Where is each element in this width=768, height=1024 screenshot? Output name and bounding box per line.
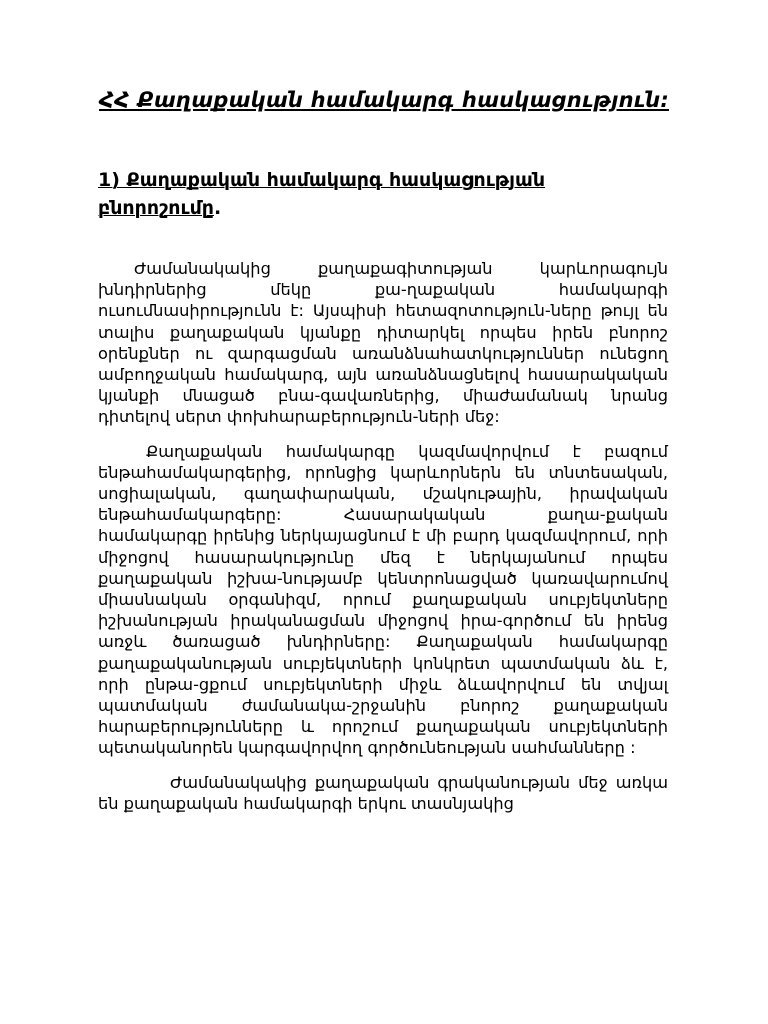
section-heading-end: .: [213, 197, 222, 219]
paragraph-2: Քաղաքական համակարգը կազմավորվում է բազում ենթահամակարգերից, որոնցից կարևորներն են տնտեսական, սոցիալական, գաղափարական, մշակութային, իրավական ենթահամակարգերը: Հասարակական քաղա-քական համակարգը իրենից ներկայացնում է մի բարդ կազմավորում, որի միջոցով հասարակությունը մեզ է ներկայանում որպես քաղաքական իշխա-նությամբ կենտրոնացված կառավարումով միասնական օրգանիզմ, որում քաղաքական սուբյեկտները իշխանության իրականացման միջոցով իրա-գործում են իրենց առջև ծառացած խնդիրները: Քաղաքական համակարգը քաղաքականության սուբյեկտների կոնկրետ պատմական ձև է, որի ընթա-ցքում սուբյեկտների միջև ձևավորվում են տվյալ պատմական ժամանակա-շրջանին բնորոշ քաղաքական հարաբերությունները և որոշում քաղաքական սուբյեկտների պետականորեն կարգավորվող գործունեության սահմանները :: [98, 441, 668, 758]
paragraph-1: Ժամանակակից քաղաքագիտության կարևորագույն խնդիրներից մեկը քա-ղաքական համակարգի ուսումնասիրությունն է: Այսպիսի հետազոտություն-ները թույլ են տալիս քաղաքական կյանքը դիտարկել որպես իրեն բնորոշ օրենքներ ու զարգացման առանձնահատկություններ ունեցող ամբողջական համակարգ, այն առանձնացնելով հասարակական կյանքի մնացած բնա-գավառներից, միաժամանակ նրանց դիտելով սերտ փոխհարաբերություն-ների մեջ:: [98, 259, 668, 427]
section-heading-part2: բնորոշումը: [98, 197, 214, 219]
section-heading-part1: 1) Քաղաքական համակարգ հասկացության: [98, 169, 546, 191]
paragraph-3: Ժամանակակից քաղաքական գրականության մեջ առկա են քաղաքական համակարգի երկու տասնյակից: [98, 772, 668, 813]
section-heading: [98, 166, 658, 222]
document-title: ՀՀ Քաղաքական համակարգ հասկացություն:: [99, 88, 669, 112]
body-text: [98, 258, 668, 827]
